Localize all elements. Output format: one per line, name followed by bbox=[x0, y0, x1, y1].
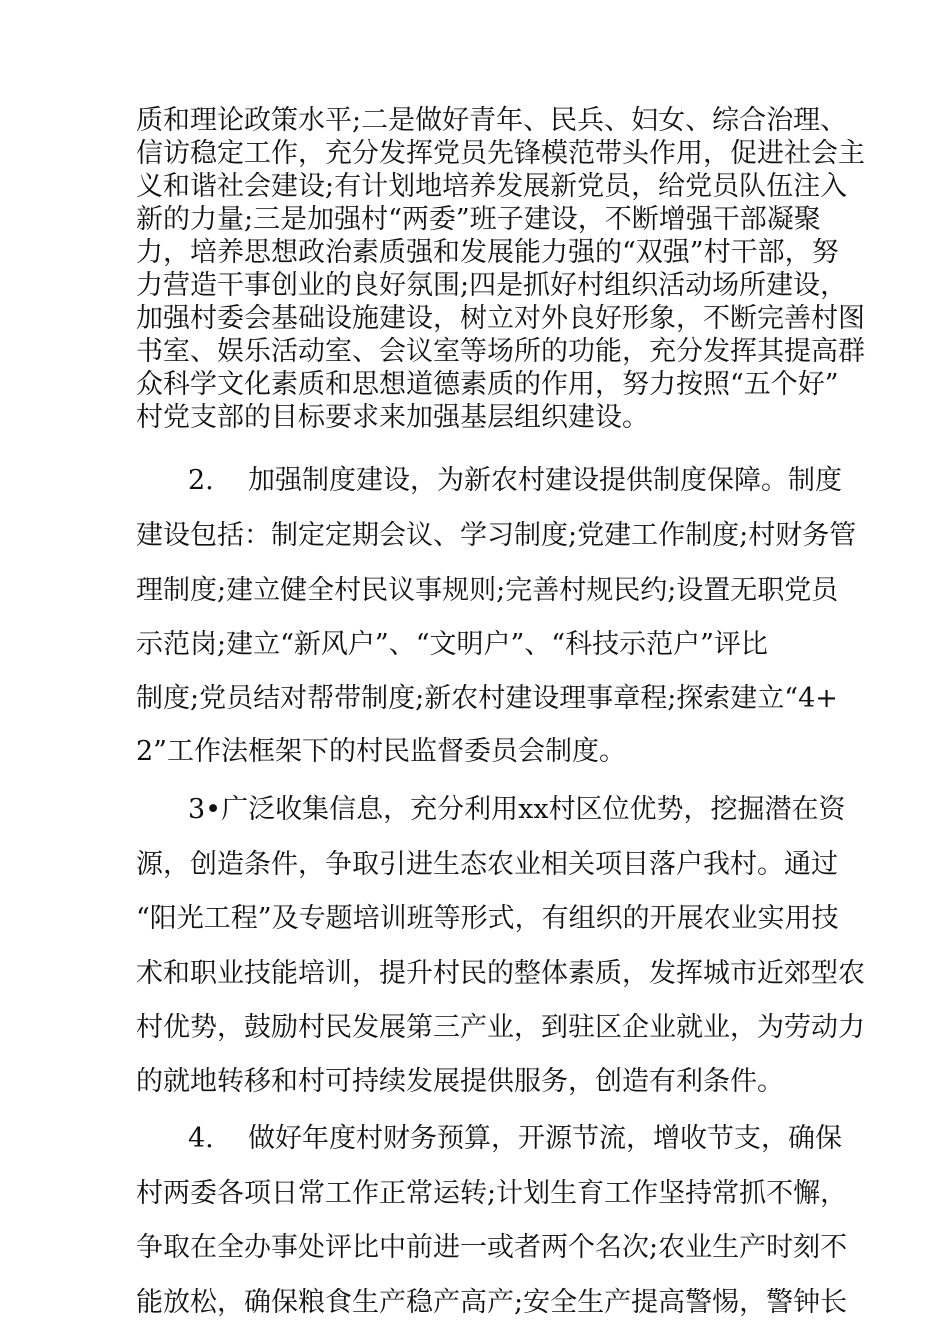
paragraph-line: 示范岗;建立“新风户”、“文明户”、“科技示范户”评比 bbox=[136, 629, 768, 660]
paragraph-line: 2”工作法框架下的村民监督委员会制度。 bbox=[136, 736, 626, 767]
paragraph-line: 制度;党员结对帮带制度;新农村建设理事章程;探索建立“4+ bbox=[136, 683, 838, 714]
paragraph-line: 加强村委会基础设施建设，树立对外良好形象，不断完善村图 bbox=[136, 303, 865, 334]
paragraph-line: 村党支部的目标要求来加强基层组织建设。 bbox=[136, 402, 649, 433]
paragraph-line: 书室、娱乐活动室、会议室等场所的功能，充分发挥其提高群 bbox=[136, 336, 865, 367]
paragraph-line: 争取在全办事处评比中前进一或者两个名次;农业生产时刻不 bbox=[136, 1232, 848, 1263]
paragraph-line: 理制度;建立健全村民议事规则;完善村规民约;设置无职党员 bbox=[136, 575, 839, 606]
paragraph-line: 3•广泛收集信息，充分利用xx村区位优势，挖掘潜在资 bbox=[188, 794, 846, 825]
paragraph-line: 力营造干事创业的良好氛围;四是抓好村组织活动场所建设， bbox=[136, 270, 848, 301]
paragraph-line: 质和理论政策水平;二是做好青年、民兵、妇女、综合治理、 bbox=[136, 105, 848, 136]
paragraph-line: 村优势，鼓励村民发展第三产业，到驻区企业就业，为劳动力 bbox=[136, 1012, 865, 1043]
paragraph-line: 村两委各项日常工作正常运转;计划生育工作坚持常抓不懈， bbox=[136, 1178, 848, 1209]
paragraph-line: 力，培养思想政治素质强和发展能力强的“双强”村干部，努 bbox=[136, 237, 839, 268]
paragraph-line: 众科学文化素质和思想道德素质的作用，努力按照“五个好” bbox=[136, 369, 839, 400]
paragraph-line: 术和职业技能培训，提升村民的整体素质，发挥城市近郊型农 bbox=[136, 958, 865, 989]
paragraph-line: 做好年度村财务预算，开源节流，增收节支，确保 bbox=[248, 1123, 842, 1154]
paragraph-line: 的就地转移和村可持续发展提供服务，创造有利条件。 bbox=[136, 1066, 784, 1097]
paragraph-line: 加强制度建设，为新农村建设提供制度保障。制度 bbox=[248, 465, 842, 496]
paragraph-line: 能放松，确保粮食生产稳产高产;安全生产提高警惕，警钟长 bbox=[136, 1287, 848, 1318]
paragraph-line: 信访稳定工作，充分发挥党员先锋模范带头作用，促进社会主 bbox=[136, 138, 865, 169]
paragraph-line: 建设包括：制定定期会议、学习制度;党建工作制度;村财务管 bbox=[136, 520, 857, 551]
item-number: 4. bbox=[188, 1123, 214, 1154]
paragraph-2-first-line bbox=[188, 458, 842, 497]
paragraph-4-first-line bbox=[188, 1116, 842, 1155]
paragraph-line: 源，创造条件，争取引进生态农业相关项目落户我村。通过 bbox=[136, 849, 838, 880]
item-number: 2. bbox=[188, 465, 214, 496]
paragraph-line: 新的力量;三是加强村“两委”班子建设，不断增强干部凝聚 bbox=[136, 204, 821, 235]
paragraph-line: 义和谐社会建设;有计划地培养发展新党员，给党员队伍注入 bbox=[136, 171, 848, 202]
paragraph-line: “阳光工程”及专题培训班等形式，有组织的开展农业实用技 bbox=[136, 903, 839, 934]
